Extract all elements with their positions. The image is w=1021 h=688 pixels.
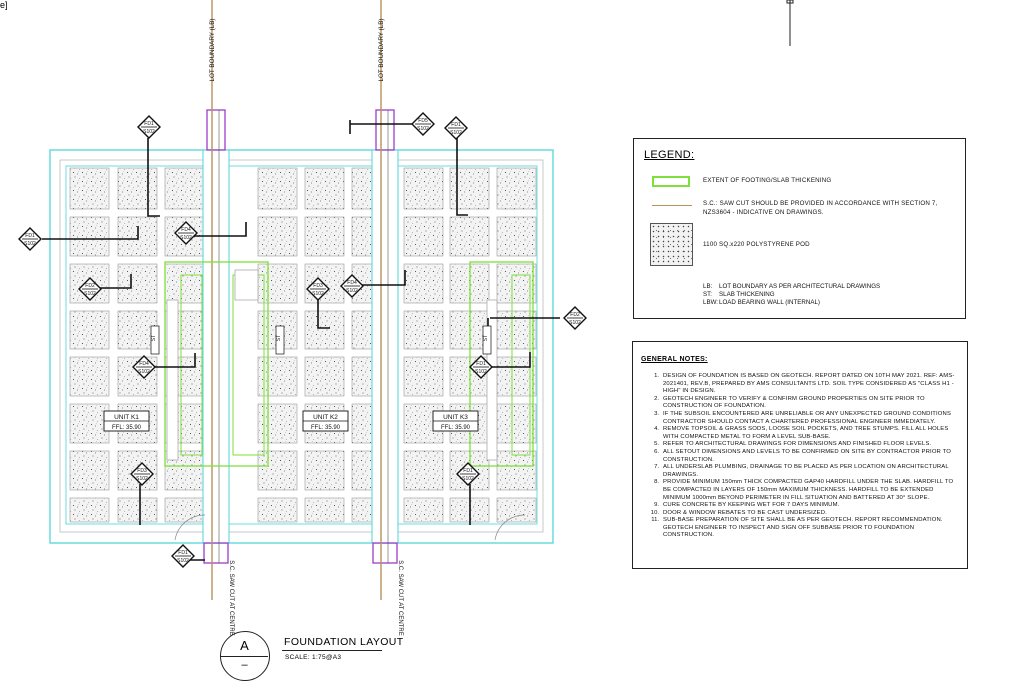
title-underline bbox=[282, 650, 382, 651]
polystyrene-pod bbox=[305, 311, 344, 349]
polystyrene-pod bbox=[404, 357, 443, 396]
title-bubble-divider bbox=[221, 656, 268, 657]
section-marker bbox=[412, 113, 434, 135]
note-number: 9. bbox=[654, 502, 659, 509]
section-marker bbox=[564, 307, 586, 329]
polystyrene-pod bbox=[70, 404, 109, 443]
note-item bbox=[643, 517, 961, 540]
corner-mark: e] bbox=[0, 0, 8, 10]
polystyrene-pod bbox=[165, 498, 204, 522]
polystyrene-pod bbox=[404, 217, 443, 256]
polystyrene-pod bbox=[305, 498, 344, 522]
unit-ffl: FFL: 35.90 bbox=[111, 425, 142, 431]
section-marker-sheet: S102 bbox=[312, 291, 324, 297]
note-text: DESIGN OF FOUNDATION IS BASED ON GEOTECH. REPORT DATED ON 10TH MAY 2021. REF: AMS-2021401, REV.B, PREPARED BY AMS CONSULTANTS LTD. SOIL TYPE CONSIDERED AS "CLASS H1 - HIGH" IN DESIGN. bbox=[663, 373, 955, 395]
boundary-box-bottom bbox=[204, 543, 228, 563]
section-marker-sheet: S102 bbox=[462, 476, 474, 482]
notes-list bbox=[643, 373, 961, 540]
polystyrene-pod bbox=[497, 498, 536, 522]
note-item bbox=[643, 479, 961, 502]
polystyrene-pod bbox=[118, 498, 157, 522]
polystyrene-pod bbox=[70, 311, 109, 349]
note-item bbox=[643, 464, 961, 479]
section-marker-id: FD1 bbox=[476, 361, 486, 367]
note-item bbox=[643, 441, 961, 449]
section-marker-sheet: S102 bbox=[180, 235, 192, 241]
section-marker-id: FD3 bbox=[313, 283, 323, 289]
title-bubble bbox=[220, 631, 270, 681]
party-wall-strip bbox=[372, 150, 398, 543]
note-number: 6. bbox=[654, 448, 659, 455]
polystyrene-pod bbox=[70, 357, 109, 396]
note-number: 1. bbox=[654, 373, 659, 379]
note-number: 2. bbox=[654, 395, 659, 402]
polystyrene-pod bbox=[305, 217, 344, 256]
section-marker-id: FD1 bbox=[451, 122, 461, 128]
section-marker-sheet: S102 bbox=[569, 320, 581, 326]
note-text: DOOR & WINDOW REBATES TO BE CAST UNDERSIZED. bbox=[663, 509, 827, 516]
section-marker-id: FD2 bbox=[85, 283, 95, 289]
party-wall-strip bbox=[203, 150, 229, 543]
section-marker bbox=[172, 545, 194, 567]
legend-item-footing: EXTENT OF FOOTING/SLAB THICKENING bbox=[703, 177, 832, 184]
section-marker-sheet: S102 bbox=[450, 130, 462, 136]
saw-cut-label: S.C. SAW CUT AT CENTRE bbox=[397, 560, 403, 636]
lot-boundary-label: LOT BOUNDARY (LB) bbox=[209, 18, 216, 82]
slab-tag: ST bbox=[151, 334, 157, 342]
section-marker-id: FD5 bbox=[418, 118, 428, 124]
polystyrene-pod bbox=[70, 498, 109, 522]
polystyrene-pod bbox=[497, 451, 536, 490]
section-marker-id: FD1 bbox=[25, 233, 35, 239]
note-text: REMOVE TOPSOIL & GRASS SODS, LOOSE SOIL POCKETS, AND TREE STUMPS. FILL ALL HOLES WITH COMPACTED METAL TO FORM A LEVEL SUB-BASE. bbox=[663, 426, 949, 440]
view-sheet: – bbox=[241, 659, 248, 671]
note-number: 10. bbox=[650, 509, 659, 516]
drawing-scale: SCALE: 1:75@A3 bbox=[285, 654, 342, 661]
polystyrene-pod bbox=[258, 451, 297, 490]
legend-abbr-st: ST: SLAB THICKENING bbox=[703, 291, 775, 298]
lot-boundary-label: LOT BOUNDARY (LB) bbox=[378, 18, 385, 82]
section-marker-id: FD1 bbox=[144, 121, 154, 127]
polystyrene-pod bbox=[404, 498, 443, 522]
section-marker-sheet: S102 bbox=[138, 369, 150, 375]
note-item bbox=[643, 396, 961, 411]
note-number: 11. bbox=[651, 517, 659, 524]
section-marker-id: FD1 bbox=[463, 468, 473, 474]
note-text: PROVIDE MINIMUM 150mm THICK COMPACTED GAP40 HARDFILL UNDER THE SLAB. HARDFILL TO BE COMPACTED IN LAYERS OF 150mm MAXIMUM THICKNESS. HARDFILL TO BE EXTENDED MINIMUM 1000mm BEYOND PERIMETER IN FILL SITUATION AND BATTERED AT 30° SLOPE. bbox=[663, 479, 954, 501]
note-item bbox=[643, 510, 961, 518]
polystyrene-pod bbox=[404, 451, 443, 490]
note-number: 7. bbox=[654, 464, 659, 471]
polystyrene-pod bbox=[258, 217, 297, 256]
polystyrene-pod bbox=[404, 264, 443, 303]
note-item bbox=[643, 449, 961, 464]
polystyrene-pod bbox=[497, 217, 536, 256]
note-text: GEOTECH ENGINEER TO VERIFY & CONFIRM GROUND PROPERTIES ON SITE PRIOR TO CONSTRUCTION OF FOUNDATION. bbox=[663, 395, 925, 410]
polystyrene-pod bbox=[497, 168, 536, 209]
unit-ffl: FFL: 35.90 bbox=[440, 425, 471, 431]
polystyrene-pod bbox=[450, 168, 489, 209]
slab-tag: ST bbox=[483, 334, 489, 342]
note-number: 5. bbox=[654, 441, 659, 448]
internal-wall bbox=[167, 300, 178, 460]
section-marker-id: FD4 bbox=[347, 280, 357, 286]
polystyrene-pod bbox=[450, 217, 489, 256]
note-number: 8. bbox=[654, 479, 659, 486]
legend-item-saw-cut: S.C.: SAW CUT SHOULD BE PROVIDED IN ACCORDANCE WITH SECTION 7, NZS3604 - INDICATIVE ON DRAWINGS. bbox=[703, 200, 938, 216]
note-text: ALL SETOUT DIMENSIONS AND LEVELS TO BE CONFIRMED ON SITE BY CONTRACTOR PRIOR TO CONSTRUCTION. bbox=[663, 448, 952, 463]
section-marker bbox=[19, 228, 41, 250]
legend-abbr-lb: LB: LOT BOUNDARY AS PER ARCHITECTURAL DRAWINGS bbox=[703, 283, 881, 290]
polystyrene-pod bbox=[404, 311, 443, 349]
section-marker-id: FD4 bbox=[181, 227, 191, 233]
slab-tag: ST bbox=[276, 334, 282, 342]
unit-name: UNIT K2 bbox=[313, 414, 338, 421]
section-marker-sheet: S102 bbox=[84, 291, 96, 297]
unit-ffl: FFL: 35.90 bbox=[310, 425, 341, 431]
note-text: CURE CONCRETE BY KEEPING WET FOR 7 DAYS MINIMUM. bbox=[663, 502, 840, 509]
section-marker-sheet: S102 bbox=[346, 288, 358, 294]
note-item bbox=[643, 502, 961, 510]
polystyrene-pod bbox=[70, 168, 109, 209]
polystyrene-pod bbox=[118, 168, 157, 209]
note-number: 3. bbox=[654, 410, 659, 417]
polystyrene-pod bbox=[305, 168, 344, 209]
polystyrene-pod bbox=[118, 264, 157, 303]
section-marker-id: FD2 bbox=[570, 312, 580, 318]
section-marker-sheet: S102 bbox=[24, 241, 36, 247]
polystyrene-pod bbox=[305, 357, 344, 396]
polystyrene-pod bbox=[70, 217, 109, 256]
note-text: ALL UNDERSLAB PLUMBING, DRAINAGE TO BE PLACED AS PER LOCATION ON ARCHITECTURAL DRAWINGS. bbox=[663, 464, 949, 478]
section-marker-sheet: S102 bbox=[177, 558, 189, 564]
view-letter: A bbox=[240, 638, 249, 653]
general-notes-box bbox=[632, 341, 968, 569]
section-marker-sheet: S102 bbox=[475, 369, 487, 375]
note-item bbox=[643, 411, 961, 426]
unit-name: UNIT K1 bbox=[114, 414, 139, 421]
boundary-box-top bbox=[207, 110, 225, 150]
section-marker-sheet: S102 bbox=[417, 126, 429, 132]
note-number: 4. bbox=[654, 426, 659, 433]
section-marker-id: FD3 bbox=[137, 468, 147, 474]
polystyrene-pod bbox=[305, 451, 344, 490]
section-marker bbox=[138, 116, 160, 138]
note-text: REFER TO ARCHITECTURAL DRAWINGS FOR DIMENSIONS AND FINISHED FLOOR LEVELS. bbox=[663, 441, 932, 448]
polystyrene-pod bbox=[404, 168, 443, 209]
legend-abbr-lbw: LBW:LOAD BEARING WALL (INTERNAL) bbox=[703, 299, 820, 306]
boundary-box-top bbox=[376, 110, 394, 150]
notes-title: GENERAL NOTES: bbox=[641, 356, 708, 363]
internal-wall bbox=[235, 270, 258, 300]
note-text: IF THE SUBSOIL ENCOUNTERED ARE UNRELIABLE OR ANY UNEXPECTED GROUND CONDITIONS CONTRACTOR SHOULD CONTACT A CHARTERED PROFESSIONAL ENGINEER IMMEDIATELY. bbox=[663, 410, 952, 425]
note-text: SUB-BASE PREPARATION OF SITE SHALL BE AS PER GEOTECH. REPORT RECOMMENDATION. GEOTECH ENGINEER TO INSPECT AND SIGN OFF SUBBASE PRIOR TO FOUNDATION CONSTRUCTION. bbox=[663, 517, 943, 539]
legend-item-pod: 1100 SQ.x220 POLYSTYRENE POD bbox=[703, 241, 810, 248]
footing-extent-swatch bbox=[652, 176, 690, 187]
section-marker bbox=[445, 117, 467, 139]
polystyrene-pod bbox=[165, 264, 204, 303]
legend-box bbox=[633, 138, 966, 319]
legend-title: LEGEND: bbox=[644, 149, 695, 161]
polystyrene-pod bbox=[305, 264, 344, 303]
boundary-box-bottom bbox=[373, 543, 397, 563]
polystyrene-pod bbox=[258, 168, 297, 209]
section-marker-sheet: S102 bbox=[136, 476, 148, 482]
polystyrene-pod-swatch bbox=[650, 223, 693, 266]
unit-name: UNIT K3 bbox=[443, 414, 468, 421]
section-marker-id: FD1 bbox=[178, 550, 188, 556]
drawing-title: FOUNDATION LAYOUT bbox=[284, 636, 404, 648]
note-item bbox=[643, 373, 961, 396]
polystyrene-pod bbox=[70, 451, 109, 490]
polystyrene-pod bbox=[165, 168, 204, 209]
section-marker-id: FD4 bbox=[139, 361, 149, 367]
section-marker-sheet: S102 bbox=[143, 129, 155, 135]
polystyrene-pod bbox=[258, 498, 297, 522]
note-item bbox=[643, 426, 961, 441]
saw-cut-label: S.C. SAW CUT AT CENTRE bbox=[228, 560, 234, 636]
saw-cut-swatch bbox=[652, 205, 692, 206]
